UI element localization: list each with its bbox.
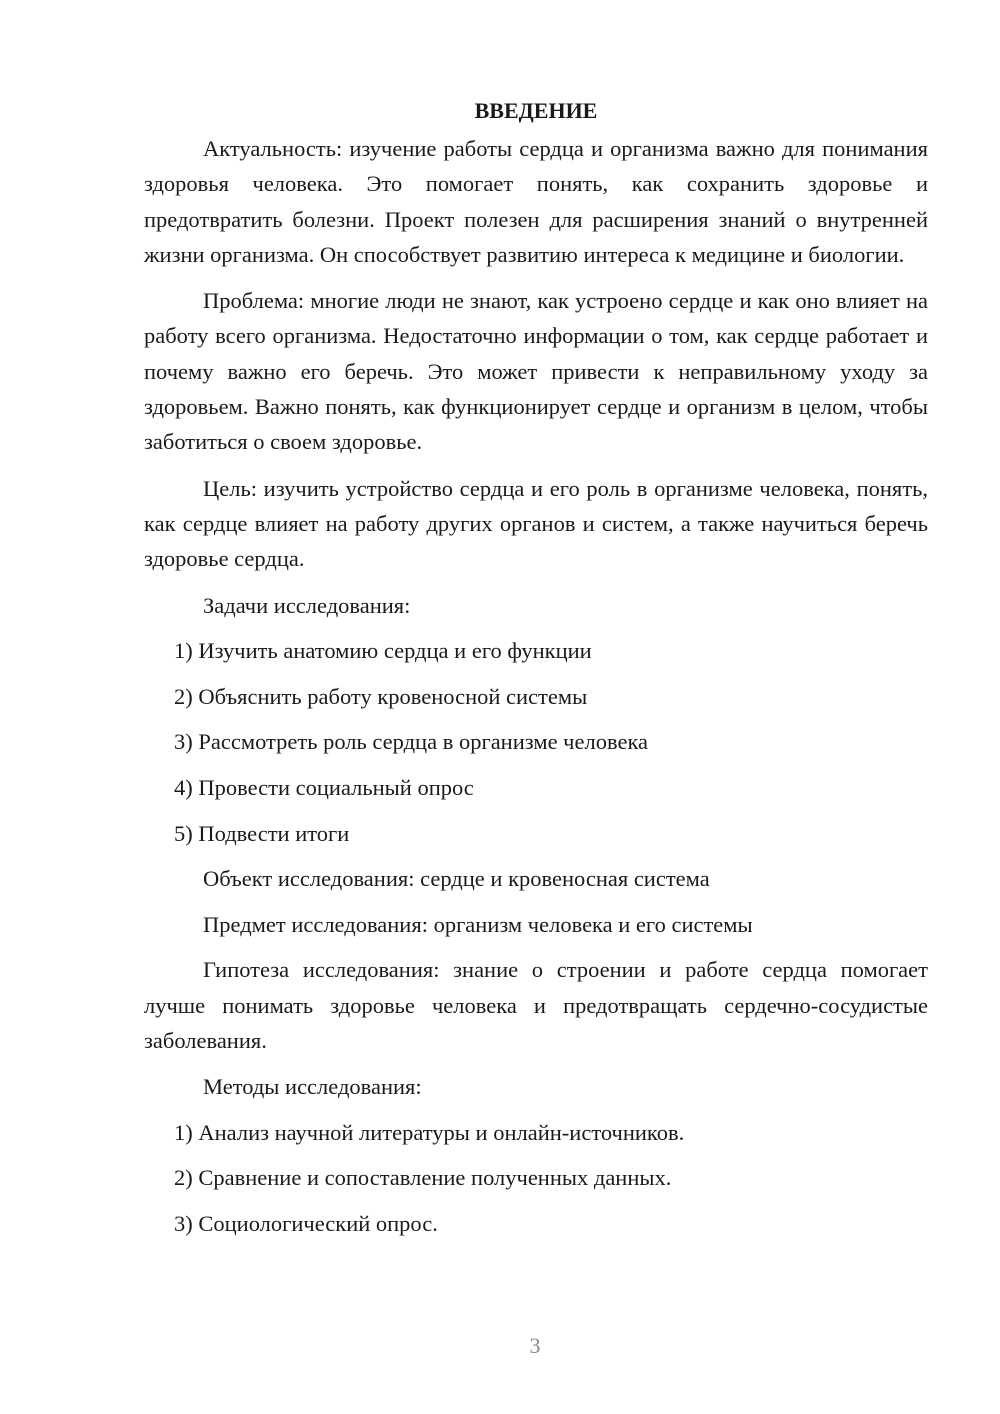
task-item: 4) Провести социальный опрос (174, 774, 474, 800)
method-item: 2) Сравнение и сопоставление полученных данных. (174, 1165, 672, 1191)
task-item: 2) Объяснить работу кровеносной системы (174, 683, 588, 709)
document-body (144, 96, 928, 1252)
task-item: 5) Подвести итоги (174, 820, 350, 846)
task-item: 3) Рассмотреть роль сердца в организме человека (174, 729, 649, 755)
method-item: 1) Анализ научной литературы и онлайн-источников. (174, 1119, 685, 1145)
research-object: Объект исследования: сердце и кровеносная система (203, 866, 710, 892)
methods-label: Методы исследования: (203, 1074, 422, 1100)
research-subject: Предмет исследования: организм человека и его системы (203, 911, 753, 937)
task-item: 1) Изучить анатомию сердца и его функции (174, 638, 592, 664)
tasks-label: Задачи исследования: (203, 592, 411, 618)
page-title: ВВЕДЕНИЕ (474, 98, 598, 123)
hypothesis-paragraph: Гипотеза исследования: знание о строении и работе сердца помогает лучше понимать здоровье человека и предотвращать сердечно-сосудистые заболевания. (144, 957, 928, 1053)
relevance-paragraph: Актуальность: изучение работы сердца и организма важно для понимания здоровья человека. Это помогает понять, как сохранить здоровье и предотвратить болезни. Проект полезен для расширения знаний о внутренней жизни организма. Он способствует развитию интереса к медицине и биологии. (144, 136, 928, 267)
goal-paragraph: Цель: изучить устройство сердца и его роль в организме человека, понять, как сердце влияет на работу других органов и систем, а также научиться беречь здоровье сердца. (144, 475, 928, 572)
page-number: 3 (529, 1333, 541, 1358)
problem-paragraph: Проблема: многие люди не знают, как устроено сердце и как оно влияет на работу всего организма. Недостаточно информации о том, как сердце работает и почему важно его беречь. Это может привести к неправильному уходу за здоровьем. Важно понять, как функционирует сердце и организм в целом, чтобы заботиться о своем здоровье. (144, 288, 928, 455)
method-item: 3) Социологический опрос. (174, 1210, 438, 1236)
